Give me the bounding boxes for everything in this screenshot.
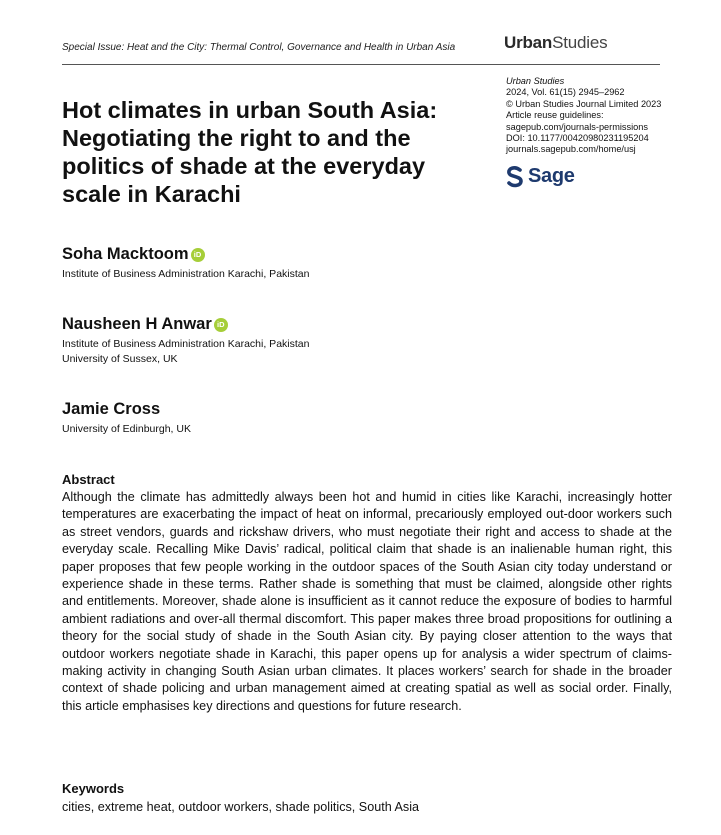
sage-logo	[506, 165, 575, 188]
orcid-icon[interactable]: iD	[214, 318, 228, 332]
article-title	[62, 96, 482, 208]
abstract-text: Although the climate has admittedly always been hot and humid in cities like Karachi, increasingly hotter temperatures are exacerbating the impact of heat on informal, precariously employed out-door workers such as street vendors, guards and rickshaw drivers, who must negotiate their right and access to shade at the everyday scale. Recalling Mike Davis’ radical, political claim that shade is an inalienable human right, this paper proposes that few people working in the outdoor spaces of the South Asian city today understand or experience shade in these terms. Rather shade is something that must be claimed, alongside other rights and entitlements. Moreover, shade alone is insufficient as it cannot reduce the exposure of bodies to harmful ambient radiations and over-all thermal discomfort. This paper makes three broad propositions for outlining a theory for the social study of shade in the South Asian city. By paying closer attention to the ways that outdoor workers negotiate shade in Karachi, this paper opens up for analysis a wider spectrum of claims-making activity in changing South Asian urban climates. It places workers’ search for shade in the broader context of shade policing and urban management aimed at creating spatial as well as social order. Finally, this article emphasises key directions and questions for future research.	[62, 490, 672, 713]
meta-reuse-link[interactable]: sagepub.com/journals-permissions	[506, 121, 648, 132]
title-line: politics of shade at the everyday	[62, 153, 426, 179]
title-line: Hot climates in urban South Asia:	[62, 97, 438, 123]
keywords-text: cities, extreme heat, outdoor workers, shade politics, South Asia	[62, 800, 420, 814]
header-rule	[62, 64, 660, 65]
meta-reuse-label: Article reuse guidelines:	[506, 110, 604, 121]
journal-brand-logo	[504, 33, 607, 53]
title-line: Negotiating the right to and the	[62, 125, 411, 151]
brand-bold: Urban	[504, 33, 553, 52]
brand-light: Studies	[552, 33, 608, 52]
author-name-text: Nausheen H Anwar	[62, 315, 212, 333]
author-affiliation: University of Edinburgh, UK	[62, 423, 191, 435]
author-name-text: Soha Macktoom	[62, 245, 189, 263]
author-block	[62, 400, 191, 437]
sage-wordmark: Sage	[528, 165, 575, 187]
title-line: scale in Karachi	[62, 181, 241, 207]
meta-journal-link[interactable]: journals.sagepub.com/home/usj	[506, 144, 636, 155]
author-affiliation: University of Sussex, UK	[62, 353, 178, 365]
meta-copyright: © Urban Studies Journal Limited 2023	[506, 98, 662, 109]
abstract-heading: Abstract	[62, 472, 115, 487]
meta-doi[interactable]: DOI: 10.1177/00420980231195204	[506, 133, 649, 144]
orcid-icon[interactable]: iD	[191, 248, 205, 262]
keywords-heading: Keywords	[62, 781, 125, 796]
author-block	[62, 315, 309, 367]
special-issue-label: Special Issue: Heat and the City: Thermal Control, Governance and Health in Urban Asia	[62, 42, 456, 53]
publication-meta	[506, 76, 706, 156]
author-name	[62, 245, 309, 264]
author-affiliation: Institute of Business Administration Karachi, Pakistan	[62, 268, 310, 280]
author-block	[62, 245, 309, 282]
meta-journal: Urban Studies	[506, 76, 565, 86]
author-affiliation: Institute of Business Administration Karachi, Pakistan	[62, 338, 310, 350]
author-name: Jamie Cross	[62, 400, 161, 418]
sage-s-icon	[506, 166, 524, 188]
meta-volume: 2024, Vol. 61(15) 2945–2962	[506, 87, 625, 98]
author-name	[62, 315, 309, 334]
